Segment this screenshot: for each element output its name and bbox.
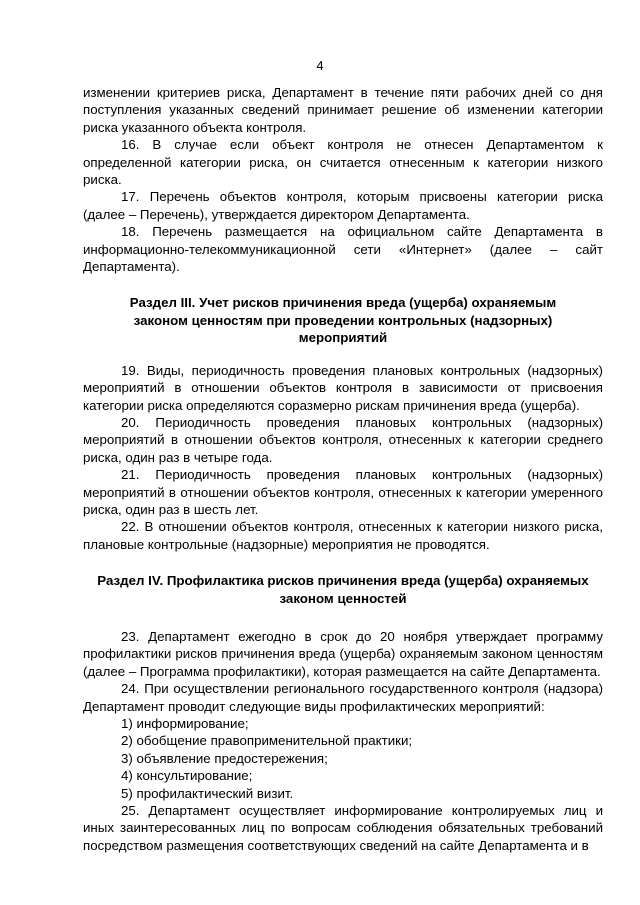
paragraph-23: 23. Департамент ежегодно в срок до 20 ноября утверждает программу профилактики рисков причинения вреда (ущерба) охраняемым законом ценностям (далее – Программа профилактики), которая размещается на сайте Департамента.	[83, 628, 603, 679]
list-item: 3) объявление предостережения;	[121, 750, 328, 766]
paragraph-17: 17. Перечень объектов контроля, которым присвоены категории риска (далее – Перечень), утверждается директором Департамента.	[83, 189, 603, 222]
list-item: 2) обобщение правоприменительной практики;	[121, 733, 413, 749]
prevention-measures-list	[83, 715, 603, 802]
paragraph-25: 25. Департамент осуществляет информирование контролируемых лиц и иных заинтересованных лиц по вопросам соблюдения обязательных требований посредством размещения соответствующих сведений на сайте Департамента и в	[83, 803, 603, 853]
list-item: 1) информирование;	[121, 716, 249, 731]
paragraph-24: 24. При осуществлении регионального государственного контроля (надзора) Департамент проводит следующие виды профилактических мероприятий:	[83, 681, 603, 714]
paragraph-21: 21. Периодичность проведения плановых контрольных (надзорных) мероприятий в отношении объектов контроля, отнесенных к категории умеренного риска, один раз в шесть лет.	[83, 467, 603, 517]
section-3-heading-line: законом ценностям при проведении контрольных (надзорных)	[133, 312, 553, 328]
paragraph-18: 18. Перечень размещается на официальном сайте Департамента в информационно-телекоммуникационной сети «Интернет» (далее – сайт Департамента).	[83, 224, 603, 275]
paragraph-19: 19. Виды, периодичность проведения плановых контрольных (надзорных) мероприятий в отношении объектов контроля в зависимости от присвоения категории риска определяются соразмерно рискам причинения вреда (ущерба).	[83, 362, 603, 413]
section-3-heading-line: Раздел III. Учет рисков причинения вреда (ущерба) охраняемым	[129, 295, 557, 311]
paragraph-20: 20. Периодичность проведения плановых контрольных (надзорных) мероприятий в отношении объектов контроля, отнесенных к категории среднего риска, один раз в четыре года.	[83, 414, 603, 465]
list-item: 5) профилактический визит.	[121, 785, 294, 801]
section-3-heading	[83, 294, 603, 346]
paragraph-continuation: изменении критериев риска, Департамент в течение пяти рабочих дней со дня поступления указанных сведений принимает решение об изменении категории риска указанного объекта контроля.	[83, 85, 603, 135]
page-number: 4	[316, 58, 324, 73]
paragraph-22: 22. В отношении объектов контроля, отнесенных к категории низкого риска, плановые контрольные (надзорные) мероприятия не проводятся.	[83, 519, 603, 552]
section-4-heading	[83, 572, 603, 607]
section-4-heading-line: Раздел IV. Профилактика рисков причинения вреда (ущерба) охраняемых	[97, 573, 589, 589]
list-item: 4) консультирование;	[121, 768, 253, 784]
section-3-heading-line: мероприятий	[298, 330, 388, 346]
section-4-heading-line: законом ценностей	[279, 590, 407, 606]
paragraph-16: 16. В случае если объект контроля не отнесен Департаментом к определенной категории риска, он считается отнесенным к категории низкого риска.	[83, 137, 603, 188]
document-body	[83, 84, 603, 854]
